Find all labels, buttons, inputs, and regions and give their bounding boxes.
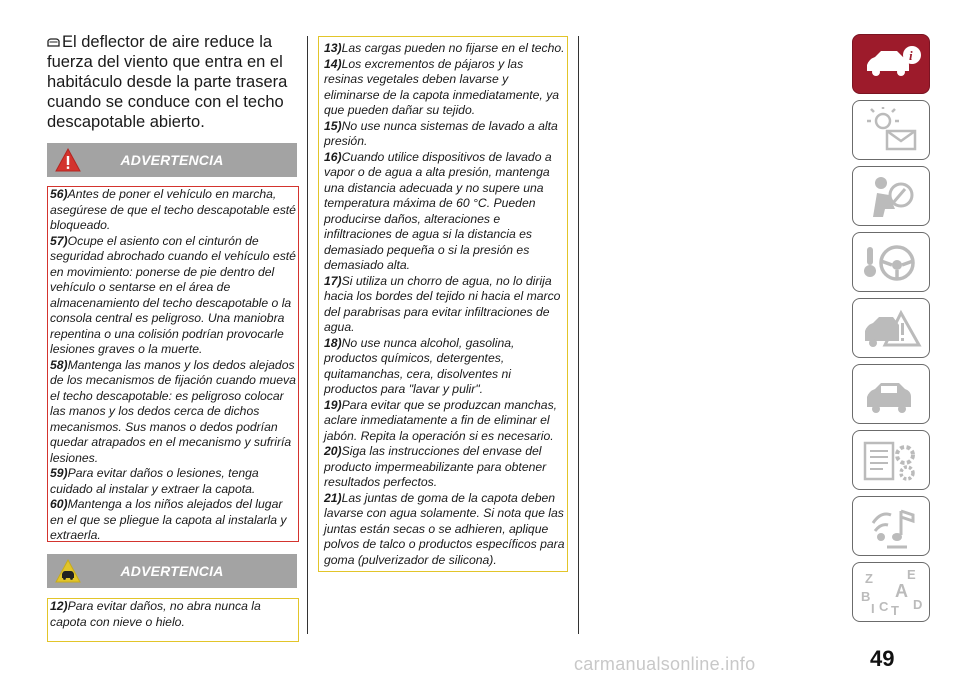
note-number: 18) (324, 335, 342, 350)
dashboard-lights-icon (861, 107, 923, 155)
index-letter-b: B (861, 589, 871, 604)
index-letter-z: Z (865, 571, 873, 586)
note-text: Para evitar que se produzcan manchas, aclare inmediatamente a fin de eliminar el jabón. Repita la operación si es necesario. (324, 397, 558, 443)
note-item (324, 444, 565, 491)
column-divider-1 (307, 36, 308, 634)
note-number: 17) (324, 273, 342, 288)
note-item (50, 497, 298, 544)
tab-emergency[interactable] (852, 298, 930, 358)
safety-airbag-icon (861, 173, 923, 221)
tab-safety[interactable] (852, 166, 930, 226)
care-notes-column (318, 36, 568, 572)
technical-specs-icon (861, 437, 923, 485)
tab-technical-data[interactable] (852, 430, 930, 490)
warning-box-2 (47, 598, 299, 642)
tab-maintenance[interactable] (852, 364, 930, 424)
intro-text: El deflector de aire reduce la fuerza del viento que entra en el habitáculo desde la parte trasera cuando se conduce con el techo descapotable abierto. (47, 33, 288, 131)
note-number: 13) (324, 41, 342, 55)
watermark: carmanualsonline.info (574, 654, 756, 674)
warning-box-1 (47, 186, 299, 542)
note-text: Siga las instrucciones del envase del producto impermeabilizante para obtener resultados perfectos. (324, 444, 547, 489)
note-item (50, 234, 298, 358)
note-text: Los excrementos de pájaros y las resinas vegetales deben lavarse y eliminarse de la capota inmediatamente, ya que pueden dañar su tejido. (324, 56, 560, 117)
note-text: No use nunca sistemas de lavado a alta presión. (324, 118, 558, 148)
index-letter-d: D (913, 597, 923, 612)
note-item (324, 57, 565, 119)
note-text: Para evitar daños, no abra nunca la capota con nieve o hielo. (50, 599, 261, 629)
note-item (324, 119, 565, 150)
tab-multimedia[interactable] (852, 496, 930, 556)
note-item (50, 466, 298, 497)
note-number: 14) (324, 56, 342, 71)
index-letter-a: A (895, 581, 908, 601)
note-item (50, 187, 298, 234)
tab-dashboard[interactable] (852, 100, 930, 160)
note-number: 16) (324, 149, 342, 164)
note-text: Antes de poner el vehículo en marcha, asegúrese de que el techo descapotable esté bloqueado. (50, 187, 296, 232)
warning-header-2 (47, 554, 297, 588)
note-text: Mantenga a los niños alejados del lugar en el que se pliegue la capota al instalarla y extraerla. (50, 497, 287, 542)
intro-paragraph (47, 32, 297, 132)
note-number: 20) (324, 444, 342, 458)
note-text: Si utiliza un chorro de agua, no lo dirija hacia los bordes del tejido ni hacia el marco del parabrisas para evitar infiltraciones de agua. (324, 273, 561, 334)
column-divider-2 (578, 36, 579, 634)
index-letter-t: T (891, 603, 899, 617)
warning-title-1: ADVERTENCIA (120, 152, 224, 168)
index-letter-e: E (907, 569, 916, 582)
note-item (324, 274, 565, 336)
note-item (324, 336, 565, 398)
car-info-icon (861, 41, 923, 89)
note-item (324, 491, 565, 569)
note-text: Mantenga las manos y los dedos alejados de los mecanismos de fijación cuando mueva el techo descapotable: es peligroso colocar las manos y los dedos cerca de dichos mecanismos. Sus manos o dedos podrían quedar atrapados en el mecanismo y sufriría lesiones. (50, 357, 296, 465)
note-number: 12) (50, 599, 68, 613)
index-letter-i: I (871, 601, 875, 616)
warning-title-2: ADVERTENCIA (120, 563, 224, 579)
note-number: 56) (50, 187, 68, 201)
note-text: Para evitar daños o lesiones, tenga cuidado al instalar y extraer la capota. (50, 466, 259, 496)
note-number: 57) (50, 233, 68, 248)
note-text: Ocupe el asiento con el cinturón de seguridad abrochado cuando el vehículo esté en movimiento: ponerse de pie dentro del vehículo o sentarse en el área de almacenamiento del techo descapotable o la consola central es peligroso. Una maniobra repentina o una colisión podrían provocarle lesiones graves o la muerte. (50, 233, 296, 356)
note-number: 21) (324, 490, 342, 505)
note-number: 60) (50, 497, 68, 511)
car-emergency-icon (861, 305, 923, 353)
note-item (324, 398, 565, 445)
note-text: Las cargas pueden no fijarse en el techo. (341, 41, 565, 55)
note-item (324, 41, 565, 57)
note-number: 58) (50, 357, 68, 372)
tab-index[interactable] (852, 562, 930, 622)
index-letter-c: C (879, 599, 889, 614)
note-number: 15) (324, 118, 342, 133)
alphabetical-index-icon (861, 569, 923, 617)
car-roof-icon (47, 37, 60, 48)
note-text: No use nunca alcohol, gasolina, productos químicos, detergentes, quitamanchas, cera, disolventes ni productos para "lavar y pulir". (324, 335, 515, 396)
note-text: Las juntas de goma de la capota deben lavarse con agua solamente. Si nota que las juntas están secas o se adhieren, aplique polvos de talco o productos específicos para goma (pulverizador de silicona). (324, 490, 565, 567)
note-number: 19) (324, 397, 342, 412)
car-service-icon (861, 371, 923, 419)
tab-starting-driving[interactable] (852, 232, 930, 292)
multimedia-icon (861, 503, 923, 551)
note-number: 59) (50, 466, 68, 480)
svg-text:i: i (909, 48, 913, 63)
tab-car-info[interactable] (852, 34, 930, 94)
note-item (50, 599, 298, 630)
steering-wheel-icon (861, 239, 923, 287)
page-number: 49 (870, 646, 895, 671)
note-text: Cuando utilice dispositivos de lavado a vapor o de agua a alta presión, mantenga una distancia adecuada y no supere una temperatura máxima de 60 °C. Pueden producirse daños, alteraciones e infiltraciones de agua si la distancia es demasiado pequeña o si la presión es demasiado alta. (324, 149, 552, 272)
note-item (50, 358, 298, 467)
note-item (324, 150, 565, 274)
warning-header-1 (47, 143, 297, 177)
